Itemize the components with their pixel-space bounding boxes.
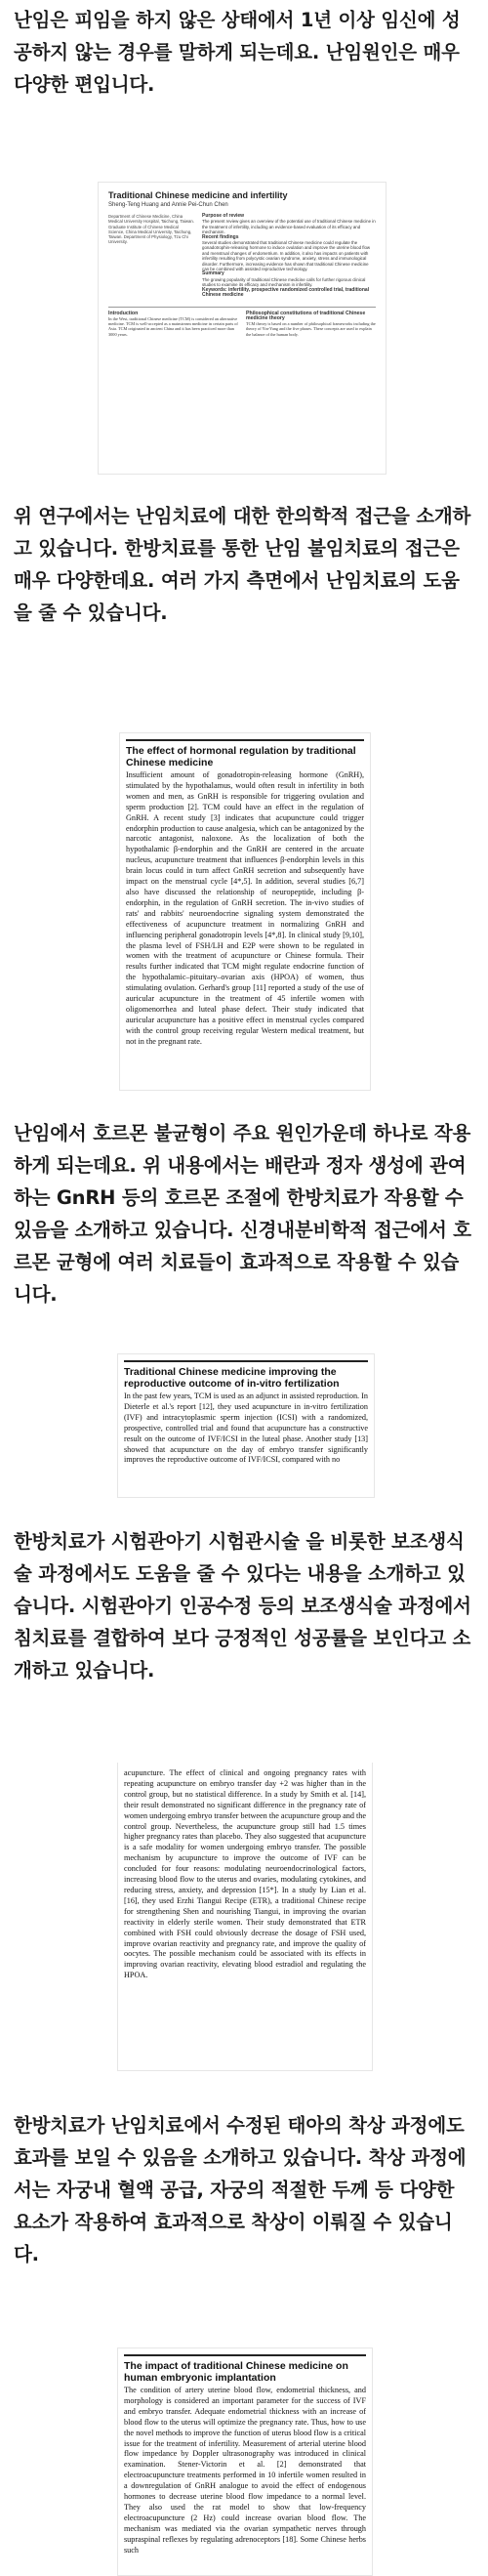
art-paragraph: 한방치료가 시험관아기 시험관시술 을 비롯한 보조생식술 과정에서도 도움을 줄 수 있다는 내용을 소개하고 있습니다. 시험관아기 인공수정 등의 보조생식술 과정에서 침치료를 결합하여 보다 긍정적인 성공률을 보인다고 소개하고 있습니다.: [14, 1530, 471, 1682]
section-rule: [126, 739, 364, 741]
excerpt-heading: Traditional Chinese medicine improving the reproductive outcome of in-vitro fertilization: [124, 1366, 340, 1390]
paper-title: Traditional Chinese medicine and infertility: [108, 190, 288, 200]
divider: [108, 307, 376, 308]
excerpt-text: The condition of artery uterine blood flow, endometrial thickness, and morphology is considered an important parameter for the success of IVF and embryo transfer. Adequate endometrial thickness with an increase of blood flow to the uterus will optimize the pregnancy rate. Thus, how to use the novel methods to improve the function of uterus blood flow is a critical issue for the treatment of infertility. Measurement of arterial uterine blood flow impedance by Doppler ultrasonography was introduced in clinical examination. Stener-Victorin et al. [2] demonstrated that electroacupuncture treatments performed in 10 infertile women resulted in a downregulation of GnRH analogue to avoid the effect of endogenous hormones to decrease uterine blood flow impedance to a normal level. They also used the rat model to show that low-frequency electroacupuncture (2 Hz) could increase ovarian blood flow. The mechanism was mediated via the ovarian sympathetic nerves through supraspinal reflexes by regulating adrenoceptors [18]. Some Chinese herbs such: [124, 2386, 366, 2555]
findings-text: Several studies demonstrated that traditional Chinese medicine could regulate the gonadotrophin-releasing hormone to induce ovulation and improve the uterine blood flow and menstrual changes of endometrium. In addition, it also has impacts on patients with infertility resulting from polycystic ovarian syndrome, anxiety, stress and immunological disorder. Furthermore, increasing evidence has shown that traditional Chinese medicine can be combined with assisted reproductive technology.: [202, 240, 371, 272]
paper-introduction: [108, 312, 238, 337]
section-rule: [124, 2354, 366, 2356]
excerpt-text: Insufficient amount of gonadotropin-releasing hormone (GnRH), stimulated by the hypothalamus, would often result in infertility in both women and men, as GnRH is responsible for triggering ovulation and sperm production [2]. TCM could have an effect in the regulation of GnRH. A recent study [3] indicates that acupuncture could trigger endorphin production to cause analgesia, which can be antagonized by the narcotic antagonist, naloxone. As the localization of both the hypothalamic β-endorphin and the GnRH are centered in the arcuate nucleus, acupuncture treatment that influences β-endorphin levels in this brain locus could in turn affect GnRH secretion and subsequently have impact on the menstrual cycle [4*,5]. In addition, several studies [6,7] also have discussed the relationship of neuropeptide, including β-endorphin, in the regulation of GnRH secretion. The in-vivo studies of rats' and rabbits' neuroendocrine signaling system demonstrated the effectiveness of acupuncture treatment in normalizing GnRH and influencing peripheral gonadotropin levels [4*,8]. In clinical study [9,10], the plasma level of FSH/LH and E2P were shown to be regulated in women with the treatment of acupuncture or Chinese formula. Their results further indicated that TCM might regulate endocrine function of the hypothalamic–pituitary–ovarian axis (HPOA) of women, thus stimulating ovulation. Gerhard's group [11] reported a study of the use of auricular acupuncture in the treatment of 45 infertile women with oligomenorrhea and luteal phase defect. Their study indicated that auricular acupuncture has a positive effect in menstrual cycles compared with the control group receiving regular Western medical treatment, but not in the pregnant rate.: [126, 770, 364, 1046]
paper-affiliations: Department of Chinese Medicine, China Medical University Hospital, Taichung, Taiwan. Graduate Institute of Chinese Medical Science, China Medical University, Taichung, Taiwan. Department of Physiology, Tzu Chi University.: [108, 214, 194, 245]
purpose-label: Purpose of review: [202, 213, 245, 219]
hormone-paragraph: 난임에서 호르몬 불균형이 주요 원인가운데 하나로 작용하게 되는데요. 위 내용에서는 배란과 정자 생성에 관여하는 GnRH 등의 호르몬 조절에 한방치료가 작용할 수 있음을 소개하고 있습니다. 신경내분비학적 접근에서 호르몬 균형에 여러 치료들이 효과적으로 작용할 수 있습니다.: [14, 1122, 471, 1306]
excerpt-text: acupuncture. The effect of clinical and ongoing pregnancy rates with repeating acupuncture on embryo transfer day +2 was higher than in the control group, but no statistical difference. In a study by Smith et al. [14], their result demonstrated no significant difference in the pregnancy rate of women undergoing embryo transfer between the acupuncture group and the control group. Nevertheless, the acupuncture group still had 1.5 times higher pregnancy rates than placebo. They also suggested that acupuncture is a safe modality for women undergoing embryo transfer. The possible mechanism by acupuncture to improve the outcome of IVF can be concluded for four reasons: modulating neuroendocrinological factors, increasing blood flow to the uterus and ovaries, modulating cytokines, and reducing stress, anxiety, and depression [15*]. In a study by Lian et al. [16], they used Erzhi Tiangui Recipe (ETR), a traditional Chinese recipe for strengthening Shen and nourishing Tiangui, in improving the ovarian reactivity in elderly sterile women. Their study demonstrated that ETR combined with FSH could obviously decrease the dosage of FSH used, improve ovarian reactivity and pregnancy rate, and improve the quality of oocytes. The possible mechanism could be associated with its effects in improving ovarian reactivity, elevating blood estradiol and regulating the HPOA.: [124, 1768, 366, 1980]
implantation-paragraph: 한방치료가 난임치료에서 수정된 태아의 착상 과정에도 효과를 보일 수 있음을 소개하고 있습니다. 착상 과정에서는 자궁내 혈액 공급, 자궁의 적절한 두께 등 다양한 요소가 작용하여 효과적으로 착상이 이뤄질 수 있습니다.: [14, 2114, 467, 2265]
paper-philosophy-section: [246, 312, 376, 337]
implantation-excerpt: [117, 2347, 373, 2576]
acupuncture-ivf-excerpt: [117, 1763, 373, 2071]
findings-label: Recent findings: [202, 233, 239, 240]
paper-abstract: [202, 214, 376, 299]
intro-heading: Introduction: [108, 310, 139, 316]
excerpt-text: In the past few years, TCM is used as an adjunct in assisted reproduction. In Dieterle et al.'s report [12], they used acupuncture in in-vitro fertilization (IVF) and intracytoplasmic sperm injection (ICSI) with a randomized, prospective, controlled trial and found that acupuncture has a constructive result on the outcome of IVF/ICSI in the luteal phase. Another study [13] showed that acupuncture on the day of embryo transfer significantly improves the reproductive outcome of IVF/ICSI, compared with no: [124, 1392, 368, 1465]
excerpt-heading: The impact of traditional Chinese medicine on human embryonic implantation: [124, 2360, 348, 2384]
purpose-text: The present review gives an overview of the potential use of traditional Chinese medicine in the treatment of infertility, including an evidence-based evaluation of its efficacy and mechanism.: [202, 219, 376, 235]
summary-label: Summary: [202, 270, 224, 277]
hormonal-regulation-excerpt: [119, 732, 371, 1091]
intro-paragraph: 난임은 피임을 하지 않은 상태에서 1년 이상 임신에 성공하지 않는 경우를 말하게 되는데요. 난임원인은 매우 다양한 편입니다.: [14, 9, 461, 96]
excerpt-heading: The effect of hormonal regulation by traditional Chinese medicine: [126, 745, 356, 769]
section-rule: [124, 1360, 368, 1362]
intro-text: In the West, traditional Chinese medicine (TCM) is considered an alternative medicine. TCM is well-accepted as a mainstream medicine in certain parts of Asia. TCM originated in ancient China and it has been practiced more than 3000 years.: [108, 315, 238, 337]
keywords-text: Keywords: infertility, prospective randomized controlled trial, traditional Chinese medicine: [202, 286, 370, 299]
paper-front-page-image: [98, 182, 386, 475]
ivf-outcome-excerpt: [117, 1353, 375, 1498]
paper-authors: Sheng-Teng Huang and Annie Pei-Chun Chen: [108, 202, 228, 208]
philosophy-heading: Philosophical constitutions of traditional Chinese medicine theory: [246, 310, 366, 321]
philosophy-text: TCM theory is based on a number of philosophical frameworks including the theory of Yin-Yang and the five phases. These concepts are used to explain the balance of the human body.: [246, 321, 376, 337]
summary-text: The growing popularity of traditional Chinese medicine calls for further rigorous clinical studies to examine its efficacy and mechanism in infertility.: [202, 276, 366, 288]
approach-paragraph: 위 연구에서는 난임치료에 대한 한의학적 접근을 소개하고 있습니다. 한방치료를 통한 난임 불임치료의 접근은 매우 다양한데요. 여러 가지 측면에서 난임치료의 도움을 줄 수 있습니다.: [14, 505, 471, 624]
